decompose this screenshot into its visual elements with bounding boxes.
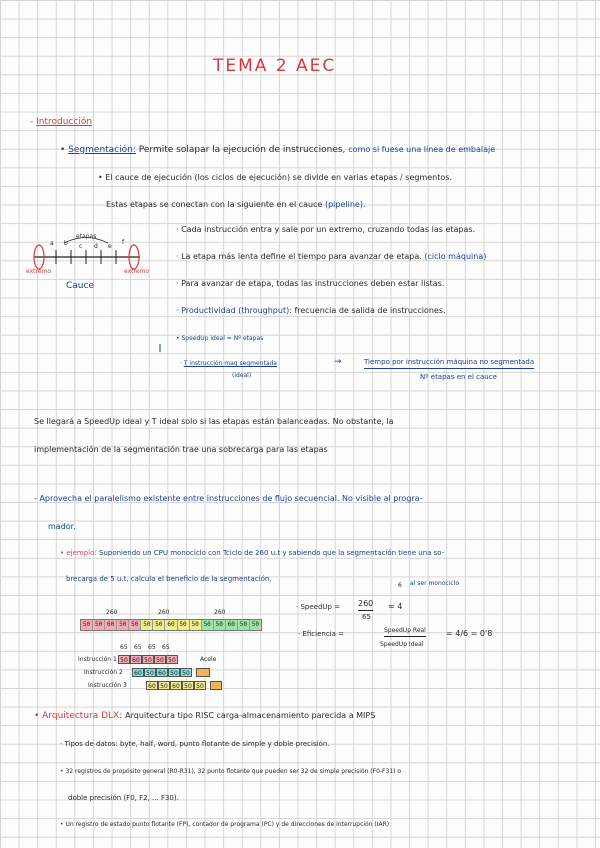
bullet-item: · La etapa más lenta define el tiempo para avanzar de etapa. (ciclo máquina) <box>176 252 487 261</box>
stage-time-label: 65 <box>134 644 142 651</box>
stage-letter: d <box>94 243 98 250</box>
bullet-item: · Para avanzar de etapa, todas las instrucciones deben estar listas. <box>176 279 445 288</box>
bar-cell: 50 <box>93 620 105 630</box>
bar-cell: 50 <box>202 620 214 630</box>
pipeline-cell: 60 <box>130 655 142 664</box>
speedup-denominator: 65 <box>362 613 371 621</box>
table-top-label: 260 <box>106 609 118 616</box>
bar-cell: 50 <box>153 620 165 630</box>
section-heading-introduccion: - Introducción <box>30 117 93 127</box>
pipeline-cell: 60 <box>132 668 144 677</box>
segmentacion-aside: como si fuese una línea de embalaje <box>348 145 496 154</box>
stage-letter: c <box>79 243 83 250</box>
pipeline-cell: 50 <box>144 668 156 677</box>
tinstr-label: · T instrucción maq segmentada <box>180 360 277 367</box>
pipeline-cell: 60 <box>146 681 158 690</box>
bar-cell: 60 <box>105 620 117 630</box>
stage-time-label: 65 <box>162 644 170 651</box>
bar-cell: 50 <box>129 620 141 630</box>
bar-cell: 50 <box>251 621 260 628</box>
tinstr-denominator: Nº etapas en el cauce <box>420 373 497 381</box>
stage-letter: a <box>50 240 54 247</box>
ejemplo-line-2: brecarga de 5 u.t, calcula el beneficio de la segmentación. <box>66 575 272 583</box>
speedup-result: ≈ 4 <box>388 602 403 611</box>
stage-letter: b <box>64 240 68 247</box>
pipeline-cell: 50 <box>158 681 170 690</box>
bar-cell: 50 <box>178 620 190 630</box>
bar-cell: 50 <box>117 620 129 630</box>
note-line-2: implementación de la segmentación trae una sobrecarga para las etapas <box>34 445 328 454</box>
eficiencia-numerator: SpeedUp Real <box>384 628 426 637</box>
eficiencia-result: = 4/6 = 0'8 <box>446 629 493 638</box>
acele-label: Acele <box>200 656 217 663</box>
page-title: TEMA 2 AEC <box>213 56 337 76</box>
speedup-ideal-line: • SpeedUp ideal = Nº etapas <box>176 335 264 342</box>
eficiencia-label: · Eficiencia = <box>298 630 344 638</box>
table-top-label: 260 <box>214 609 226 616</box>
bar-cell: 60 <box>226 620 238 630</box>
pipeline-cell: 50 <box>180 668 192 677</box>
speedup-numerator: 260 <box>358 600 373 611</box>
dlx-label: Arquitectura DLX: <box>42 711 123 721</box>
superscript-six: 6 <box>398 582 402 589</box>
pipeline-cell: 50 <box>118 655 130 664</box>
table-top-label: 260 <box>158 609 170 616</box>
segmentacion-definition: Permite solapar la ejecución de instrucciones, <box>138 145 346 155</box>
monociclo-note: al ser monociclo <box>410 580 460 587</box>
instruction-label: Instrucción 3 <box>88 682 127 689</box>
paralelismo-line-2: mador. <box>48 522 76 531</box>
pipeline-cell: 60 <box>170 681 182 690</box>
pipeline-cell: 50 <box>168 668 180 677</box>
stage-letter: e <box>108 243 112 250</box>
dlx-item: • Un registro de estado punto flotante (FP), contador de programa (PC) y de direcciones de interrupción (IAR) <box>60 821 390 828</box>
stage-letter: f <box>122 239 125 246</box>
note-line-1: Se llegará a SpeedUp ideal y T ideal solo si las etapas están balanceadas. No obstante, la <box>34 417 394 426</box>
dlx-item: • 32 registros de propósito general (R0-R31), 32 punto flotante que pueden ser 32 de simple precisión (F0-F31) o <box>60 768 402 775</box>
dlx-item-continued: doble precisión (F0, F2, ... F30). <box>68 794 179 802</box>
instruction-label: Instrucción 1 <box>78 656 117 663</box>
stage-time-label: 65 <box>120 644 128 651</box>
instruction-label: Instrucción 2 <box>84 669 123 676</box>
productividad-line: · Productividad (throughput): frecuencia de salida de instrucciones. <box>176 306 446 315</box>
ciclo-maquina-note: (ciclo máquina) <box>424 252 487 261</box>
etapas-line: Estas etapas se conectan con la siguiente en el cauce (pipeline). <box>106 200 366 209</box>
cauce-line: • El cauce de ejecución (los ciclos de ejecución) se divide en varias etapas / segmentos. <box>98 173 452 182</box>
speedup-formula-label: · SpeedUp = <box>296 603 341 611</box>
tinstr-ideal: (ideal) <box>232 372 252 379</box>
pipeline-cell: 50 <box>154 655 166 664</box>
bar-cell: 60 <box>165 620 177 630</box>
bar-cell: 50 <box>214 620 226 630</box>
pipeline-cell: 50 <box>142 655 154 664</box>
bullet-item: · Cada instrucción entra y sale por un extremo, cruzando todas las etapas. <box>176 225 476 234</box>
dlx-item: · Tipos de datos: byte, half, word, punto flotante de simple y doble precisión. <box>60 740 330 748</box>
bar-cell: 50 <box>238 620 250 630</box>
pipeline-cell: 50 <box>194 681 206 690</box>
eficiencia-denominator: SpeedUp Ideal <box>380 641 424 648</box>
monocycle-bar <box>80 619 262 631</box>
pipeline-cell: 50 <box>166 655 178 664</box>
bar-cell: 50 <box>190 620 202 630</box>
stage-time-label: 65 <box>148 644 156 651</box>
extremo-right-label: extremo <box>124 268 150 275</box>
tinstr-numerator: Tiempo por instrucción máquina no segmentada <box>364 359 534 369</box>
pipeline-cell: 50 <box>182 681 194 690</box>
bar-cell: 50 <box>141 620 153 630</box>
ejemplo-line-1: • ejemplo: Suponiendo un CPU monociclo con Tciclo de 260 u.t y sabiendo que la segmentación tiene una so- <box>60 549 445 557</box>
etapas-label: etapas <box>76 233 97 240</box>
bubble-cell <box>210 681 222 690</box>
ejemplo-label: ejemplo: <box>66 549 97 557</box>
paralelismo-line-1: - Aprovecha el paralelismo existente entre instrucciones de flujo secuencial. No visible al progra- <box>34 494 423 503</box>
segmentacion-line: • Segmentación: Permite solapar la ejecución de instrucciones, como si fuese una línea de embalaje <box>60 145 496 155</box>
dlx-heading: • Arquitectura DLX: Arquitectura tipo RISC carga-almacenamiento parecida a MIPS <box>34 711 376 721</box>
bubble-cell <box>196 668 210 677</box>
extremo-left-label: extremo <box>26 268 52 275</box>
cauce-caption: Cauce <box>66 281 94 291</box>
segmentacion-term: Segmentación: <box>68 145 136 155</box>
pipeline-cell: 60 <box>156 668 168 677</box>
arrow-glyph: → <box>334 357 342 367</box>
bar-cell: 50 <box>81 620 93 630</box>
